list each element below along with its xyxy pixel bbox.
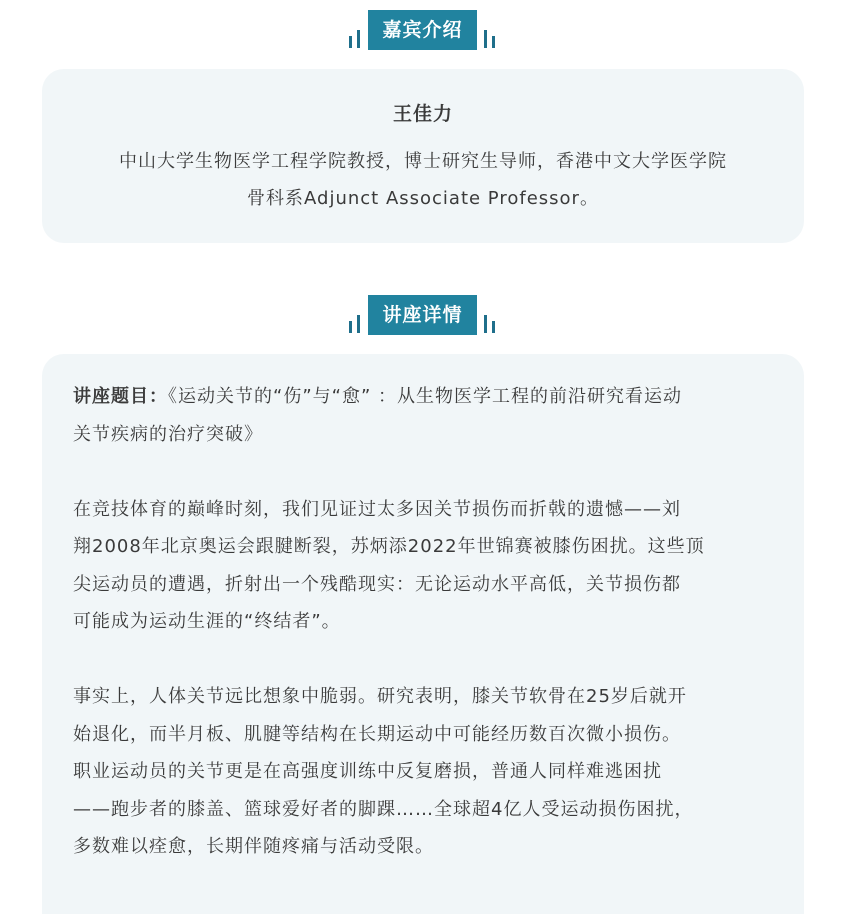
decorative-bar-right-short [492, 321, 495, 333]
lecture-title-label: 讲座题目： [73, 386, 168, 407]
guest-name: 王佳力 [392, 103, 453, 125]
lecture-body [73, 378, 773, 866]
paragraph-line: 事实上，人体关节远比想象中脆弱。研究表明，膝关节软骨在25岁后就开 [73, 686, 687, 707]
lecture-title-line [73, 378, 773, 416]
paragraph-gap [73, 453, 773, 491]
guest-section-title: 嘉宾介绍 [368, 10, 477, 50]
lecture-section-title: 讲座详情 [368, 295, 477, 335]
paragraph-line: 职业运动员的关节更是在高强度训练中反复磨损，普通人同样难逃困扰 [73, 761, 662, 782]
paragraph-line: 始退化，而半月板、肌腱等结构在长期运动中可能经历数百次微小损伤。 [73, 723, 681, 745]
guest-bio-line: 骨科系Adjunct Associate Professor。 [247, 188, 599, 209]
paragraph-gap [73, 641, 773, 679]
guest-card [42, 69, 804, 243]
decorative-bar-right-tall [484, 315, 487, 333]
guest-section-header [0, 10, 844, 50]
paragraph-line: 在竞技体育的巅峰时刻，我们见证过太多因关节损伤而折戟的遗憾——刘 [73, 498, 681, 520]
decorative-bar-left-tall [357, 315, 360, 333]
decorative-bar-left-short [349, 321, 352, 333]
decorative-bar-right-tall [484, 30, 487, 48]
lecture-section-header [0, 295, 844, 335]
lecture-title-text: 《运动关节的“伤”与“愈” ：从生物医学工程的前沿研究看运动 [168, 386, 683, 407]
lecture-card [42, 354, 804, 914]
paragraph-line: 尖运动员的遭遇，折射出一个残酷现实：无论运动水平高低，关节损伤都 [73, 573, 681, 595]
decorative-bar-left-short [349, 36, 352, 48]
lecture-title-line: 关节疾病的治疗突破》 [73, 423, 263, 445]
paragraph-line: 多数难以痊愈，长期伴随疼痛与活动受限。 [73, 836, 434, 857]
paragraph-line: 翔2008年北京奥运会跟腱断裂，苏炳添2022年世锦赛被膝伤困扰。这些顶 [73, 536, 705, 557]
guest-bio-line: 中山大学生物医学工程学院教授，博士研究生导师，香港中文大学医学院 [119, 151, 727, 172]
paragraph-line: ——跑步者的膝盖、篮球爱好者的脚踝……全球超4亿人受运动损伤困扰， [73, 798, 694, 820]
paragraph-line: 可能成为运动生涯的“终结者”。 [73, 611, 341, 632]
decorative-bar-left-tall [357, 30, 360, 48]
guest-bio [42, 143, 804, 217]
decorative-bar-right-short [492, 36, 495, 48]
